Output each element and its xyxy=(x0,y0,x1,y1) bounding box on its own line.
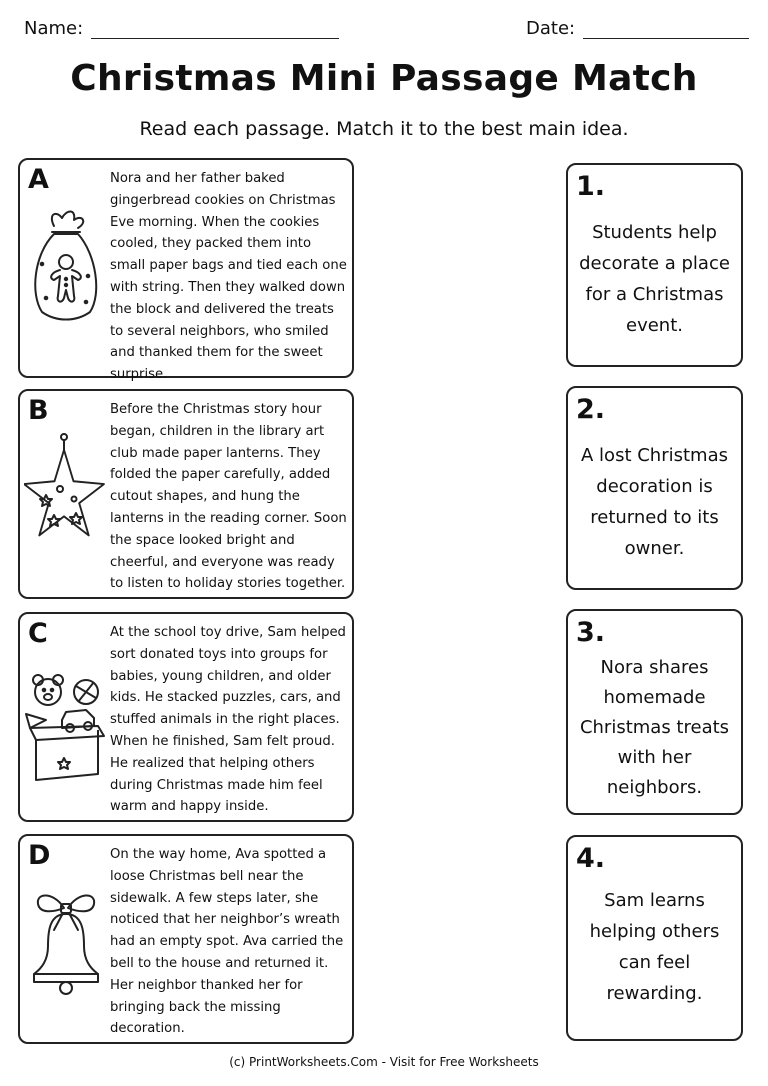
gingerbread-bag-icon xyxy=(24,204,108,324)
idea-text: A lost Christmas decoration is returned to its owner. xyxy=(581,445,728,559)
idea-text: Sam learns helping others can feel rewarding. xyxy=(589,890,720,1004)
passage-text: At the school toy drive, Sam helped sort donated toys into groups for babies, young children, and older kids. He stacked puzzles, cars, and stuffed animals in the right places. When he finished, Sam felt proud. He realized that helping others during Christmas made him feel warm and happy inside. xyxy=(110,625,346,815)
date-field xyxy=(526,18,749,39)
page-title: Christmas Mini Passage Match xyxy=(70,58,698,99)
date-line[interactable] xyxy=(583,38,749,39)
main-idea-card-4 xyxy=(566,835,743,1041)
passage-letter: A xyxy=(28,164,49,195)
instructions: Read each passage. Match it to the best main idea. xyxy=(139,118,629,140)
main-idea-card-1 xyxy=(566,163,743,367)
idea-number: 2. xyxy=(576,394,606,425)
passage-d-card xyxy=(18,834,354,1044)
date-label: Date: xyxy=(526,18,576,39)
passage-text: Nora and her father baked gingerbread cookies on Christmas Eve morning. When the cookies cooled, they packed them into small paper bags and tied each one with string. Then they walked down the block and delivered the treats to several neighbors, who smiled and thanked them for the sweet surprise. xyxy=(110,171,347,383)
passage-b-card xyxy=(18,389,354,599)
name-label: Name: xyxy=(24,18,84,39)
passage-a-card xyxy=(18,158,354,383)
idea-text: Students help decorate a place for a Christmas event. xyxy=(579,222,730,336)
name-field xyxy=(24,18,339,39)
name-line[interactable] xyxy=(91,38,339,39)
idea-text: Nora shares homemade Christmas treats with her neighbors. xyxy=(579,657,730,798)
passage-letter: D xyxy=(28,840,51,871)
idea-number: 1. xyxy=(576,171,606,202)
main-idea-card-3 xyxy=(566,609,743,815)
main-idea-card-2 xyxy=(566,386,743,590)
bell-icon xyxy=(24,886,108,1006)
passage-text: On the way home, Ava spotted a loose Christmas bell near the sidewalk. A few steps later, she noticed that her neighbor’s wreath had an empty spot. Ava carried the bell to the house and returned it. Her neighbor thanked her for bringing back the missing decoration. xyxy=(110,847,344,1037)
idea-number: 3. xyxy=(576,617,606,648)
footer-credit: (c) PrintWorksheets.Com - Visit for Free Worksheets xyxy=(229,1055,539,1069)
passage-letter: B xyxy=(28,395,49,426)
passage-c-card xyxy=(18,612,354,822)
toy-box-icon xyxy=(24,670,108,790)
passage-text: Before the Christmas story hour began, children in the library art club made paper lanterns. They folded the paper carefully, added cutout shapes, and hung the lanterns in the reading corner. Soon the space looked bright and cheerful, and everyone was ready to listen to holiday stories together. xyxy=(110,402,347,592)
passage-letter: C xyxy=(28,618,48,649)
star-ornament-icon xyxy=(24,429,108,549)
idea-number: 4. xyxy=(576,843,606,874)
